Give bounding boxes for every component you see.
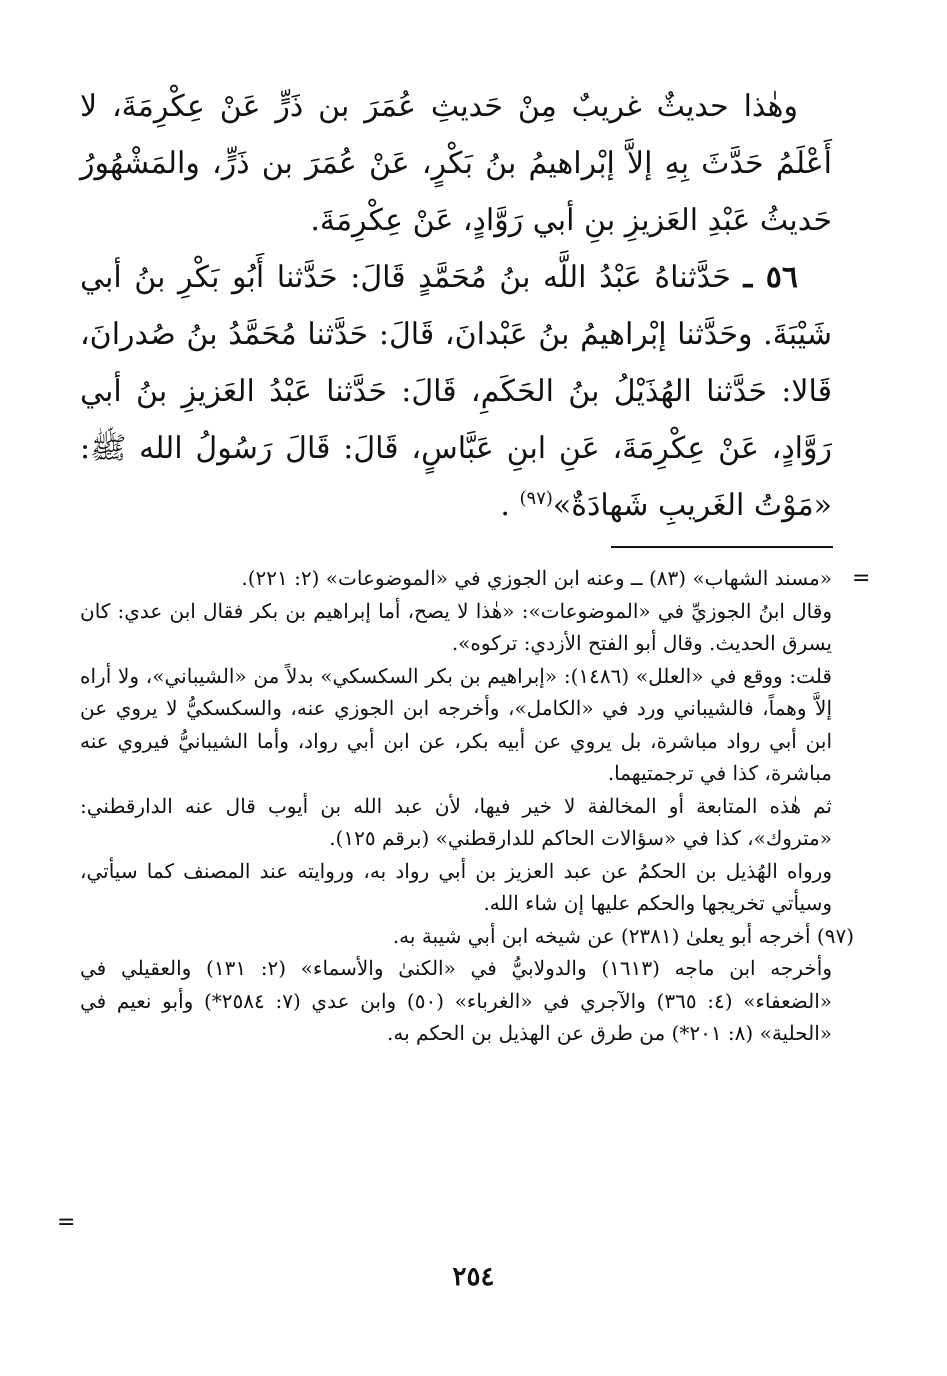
- footnote-line: «مسند الشهاب» (٨٣) ــ وعنه ابن الجوزي في «الموضوعات» (٢: ٢٢١).: [241, 566, 832, 590]
- continuation-mark-bottom: =: [57, 1210, 76, 1235]
- continuation-mark-top: =: [852, 566, 871, 591]
- footnote-line: وأخرجه ابن ماجه (١٦١٣) والدولابيُّ في «الكنىٰ والأسماء» (٢: ١٣١) والعقيلي في «الضعفاء» (٤: ٣٦٥) والآجري في «الغرباء» (٥٠) وابن عدي (٧: ٢٥٨٤*) وأبو نعيم في «الحلية» (٨: ٢٠١*) من طرق عن الهذيل بن الحكم به.: [80, 956, 833, 1045]
- footnote-line: ثم هٰذه المتابعة أو المخالفة لا خير فيها، لأن عبد الله بن أيوب قال عنه الدارقطني: «متروك»، كذا في «سؤالات الحاكم للدارقطني» (برقم ١٢٥).: [80, 793, 832, 850]
- hadith-number: ٥٦ ـ: [743, 260, 798, 295]
- hadith-text: حَدَّثناهُ عَبْدُ اللَّه بنُ مُحَمَّدٍ قَالَ: حَدَّثنا أَبُو بَكْرِ بنُ أبي شَيْبَةَ. وحَدَّثنا إبْراهيمُ بنُ عَبْدانَ، قَالَ: حَدَّثنا مُحَمَّدُ بنُ صُدرانَ، قَالا: حَدَّثنا الهُذَيْلُ بنُ الحَكَمِ، قَالَ: حَدَّثنا عَبْدُ العَزيزِ بنُ أبي رَوَّادٍ، عَنْ عِكْرِمَةَ، عَنِ ابنِ عَبَّاسٍ، قَالَ: قَالَ رَسُولُ الله ﷺ: «مَوْتُ الغَريبِ شَهادَةٌ»: [80, 260, 832, 523]
- footnote-line: وقال ابنُ الجوزيِّ في «الموضوعات»: «هٰذا لا يصح، أما إبراهيم بن بكر فقال ابن عدي: كان يسرق الحديث. وقال أبو الفتح الأزدي: تركوه».: [80, 598, 832, 655]
- footnote-97: (٩٧) أخرجه أبو يعلىٰ (٢٣٨١) عن شيخه ابن أبي شيبة به.: [392, 923, 854, 948]
- footnote-line: ورواه الهُذيل بن الحكمُ عن عبد العزيز بن أبي رواد به، وروايته عند المصنف كما سيأتي، وسيأتي تخريجها والحكم عليها إن شاء الله.: [80, 858, 832, 915]
- main-text-block: [80, 78, 832, 534]
- footnote-separator: [611, 546, 833, 548]
- page-number: ٢٥٤: [452, 1262, 495, 1292]
- main-paragraph-2: [80, 249, 832, 534]
- footnote-line: قلت: ووقع في «العلل» (١٤٨٦): «إبراهيم بن بكر السكسكي» بدلاً من «الشيباني»، ولا أراه إلاَّ وهماً، فالشيباني ورد في «الكامل»، وأخرجه ابن الجوزي عنه، والسكسكيُّ لا يروي عن ابن أبي رواد مباشرة، بل يروي عن أبيه بكر، عن ابن أبي رواد، وأما الشيبانيُّ فيروي عنه مباشرة، كذا في ترجمتيهما.: [80, 663, 832, 785]
- main-paragraph-1: وهٰذا حديثٌ غريبٌ مِنْ حَديثِ عُمَرَ بن ذَرٍّ عَنْ عِكْرِمَةَ، لا أَعْلَمُ حَدَّثَ بِهِ إلاَّ إبْراهيمُ بنُ بَكْرٍ، عَنْ عُمَرَ بن ذَرٍّ، والمَشْهُورُ حَديثُ عَبْدِ العَزيزِ بنِ أبي رَوَّادٍ، عَنْ عِكْرِمَةَ.: [80, 89, 832, 238]
- footnotes-block: [80, 562, 854, 1050]
- hadith-end-period: .: [500, 488, 510, 523]
- footnote-reference: (٩٧): [519, 488, 553, 509]
